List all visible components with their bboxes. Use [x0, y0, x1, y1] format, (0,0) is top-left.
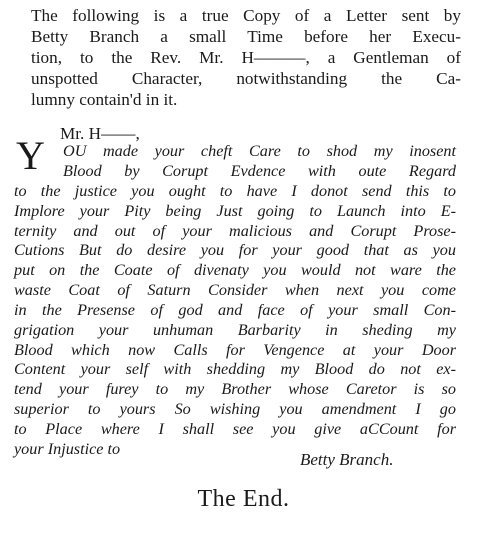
letter-line: your Injustice to: [14, 439, 121, 458]
letter-line: Blood which now Calls for Vengence at your Door: [14, 340, 456, 359]
letter-line: to Place where I shall see you give aCCount for: [14, 419, 456, 438]
letter-salutation: Mr. H——,: [60, 124, 140, 143]
drop-cap: Y: [16, 133, 45, 178]
intro-line: lumny contain'd in it.: [31, 90, 178, 109]
letter-line: superior to yours So wishing you amendment I go: [14, 400, 456, 419]
signature: Betty Branch.: [300, 450, 394, 469]
letter-line: Content your self with shedding my Blood do not ex-: [14, 360, 456, 379]
letter-line: tend your furey to my Brother whose Caretor is so: [14, 380, 456, 399]
intro-line: Betty Branch a small Time before her Execu-: [31, 27, 461, 46]
intro-line: tion, to the Rev. Mr. H———, a Gentleman of: [31, 48, 461, 67]
letter-line: in the Presense of god and face of your small Con-: [14, 300, 456, 319]
letter-line: Implore your Pity being Just going to Launch into E-: [14, 201, 456, 220]
intro-paragraph: [31, 5, 461, 110]
letter-line: ternity and out of your malicious and Corupt Prose-: [14, 221, 456, 240]
letter-line: put on the Coate of divenaty you would not ware the: [14, 261, 456, 280]
intro-line: unspotted Character, notwithstanding the Ca-: [31, 69, 461, 88]
letter-line: Blood by Corupt Evdence with oute Regard: [63, 162, 456, 180]
letter-line: Cutions But do desire you for your good that as you: [14, 241, 456, 260]
intro-line: The following is a true Copy of a Letter sent by: [31, 6, 461, 25]
closing-text: The End.: [197, 486, 290, 512]
letter-line: waste Coat of Saturn Consider when next you come: [14, 281, 456, 300]
letter-first-line: OU made your cheft Care to shod my inosent: [63, 142, 456, 160]
letter-body: [14, 162, 456, 460]
letter-line: to the justice you ought to have I donot send this to: [14, 181, 456, 200]
letter-line: grigation your unhuman Barbarity in sheding my: [14, 320, 456, 339]
